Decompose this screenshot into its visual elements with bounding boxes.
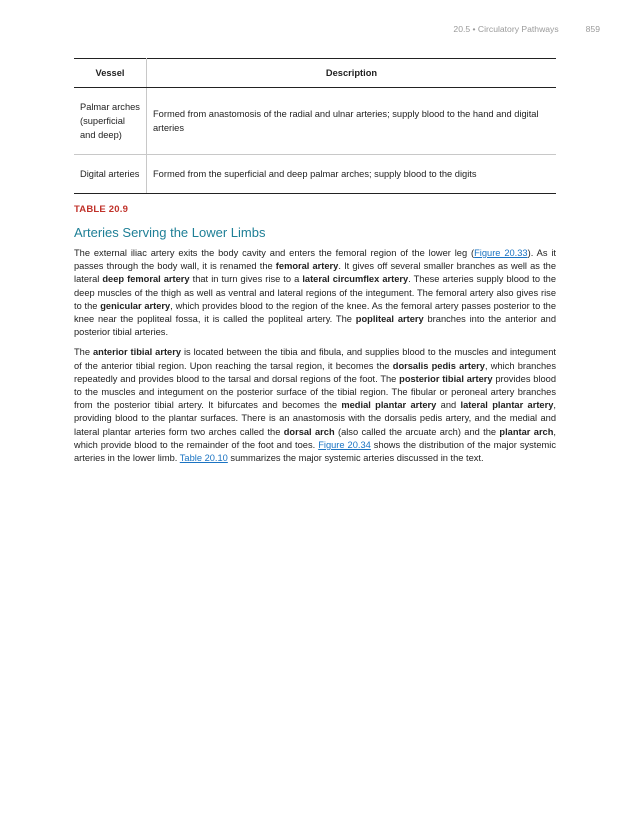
term-anterior-tibial-artery: anterior tibial artery bbox=[92, 347, 182, 358]
table-caption: TABLE 20.9 bbox=[74, 204, 129, 215]
vessel-cell: Digital arteries bbox=[74, 155, 147, 194]
term-dorsalis-pedis-artery: dorsalis pedis artery bbox=[392, 360, 485, 371]
term-genicular-artery: genicular artery bbox=[100, 300, 171, 311]
table-header-row bbox=[74, 59, 556, 88]
figure-link-20-34[interactable]: Figure 20.34 bbox=[318, 439, 371, 450]
description-cell: Formed from anastomosis of the radial and ulnar arteries; supply blood to the hand and digital arteries bbox=[147, 88, 557, 155]
section-title: Arteries Serving the Lower Limbs bbox=[74, 225, 266, 240]
table-row bbox=[74, 88, 556, 155]
table-row bbox=[74, 155, 556, 194]
description-cell: Formed from the superficial and deep palmar arches; supply blood to the digits bbox=[147, 155, 557, 194]
paragraph-femoral: The external iliac artery exits the body cavity and enters the femoral region of the lower leg (Figure 20.33). As it passes through the body wall, it is renamed the femoral artery. It gives off several smaller branches as well as the lateral deep femoral artery that in turn gives rise to a lateral circumflex artery. These arteries supply blood to the deep muscles of the thigh as well as ventral and lateral regions of the integument. The femoral artery also gives rise to the genicular artery, which provides blood to the region of the knee. As the femoral artery passes posterior to the knee near the popliteal fossa, it is called the popliteal artery. The popliteal artery branches into the anterior and posterior tibial arteries. bbox=[74, 248, 557, 338]
term-femoral-artery: femoral artery bbox=[275, 261, 339, 272]
term-dorsal-arch: dorsal arch bbox=[283, 426, 335, 437]
column-header-vessel: Vessel bbox=[74, 59, 147, 88]
vessel-cell: Palmar arches (superficial and deep) bbox=[74, 88, 147, 155]
term-medial-plantar-artery: medial plantar artery bbox=[341, 400, 437, 411]
figure-link-20-33[interactable]: Figure 20.33 bbox=[474, 248, 528, 258]
table-link-20-10[interactable]: Table 20.10 bbox=[179, 453, 228, 464]
term-deep-femoral-artery: deep femoral artery bbox=[102, 274, 190, 285]
page-number: 859 bbox=[585, 24, 600, 34]
term-posterior-tibial-artery: posterior tibial artery bbox=[399, 373, 493, 384]
term-lateral-plantar-artery: lateral plantar artery bbox=[460, 400, 554, 411]
paragraph-tibial: The anterior tibial artery is located between the tibia and fibula, and supplies blood to the muscles and integument of the anterior tibial region. Upon reaching the tarsal region, it becomes the dorsalis pedis artery, which branches repeatedly and provides blood to the tarsal and dorsal regions of the foot. The posterior tibial artery provides blood to the muscles and integument on the posterior surface of the tibial region. The fibular or peroneal artery branches from the posterior tibial artery. It bifurcates and becomes the medial plantar artery and lateral plantar artery, providing blood to the plantar surfaces. There is an anastomosis with the dorsalis pedis artery, and the medial and lateral plantar arteries form two arches called the dorsal arch (also called the arcuate arch) and the plantar arch, which provide blood to the remainder of the foot and toes. Figure 20.34 shows the distribution of the major systemic arteries in the lower limb. Table 20.10 summarizes the major systemic arteries discussed in the text. bbox=[74, 347, 557, 464]
section-label: 20.5 • Circulatory Pathways bbox=[453, 24, 559, 34]
running-header bbox=[453, 24, 600, 34]
term-plantar-arch: plantar arch bbox=[499, 426, 554, 437]
term-lateral-circumflex-artery: lateral circumflex artery bbox=[302, 274, 409, 285]
page-content bbox=[74, 58, 556, 465]
arteries-table bbox=[74, 58, 556, 194]
column-header-description: Description bbox=[147, 59, 557, 88]
term-popliteal-artery: popliteal artery bbox=[355, 314, 424, 325]
